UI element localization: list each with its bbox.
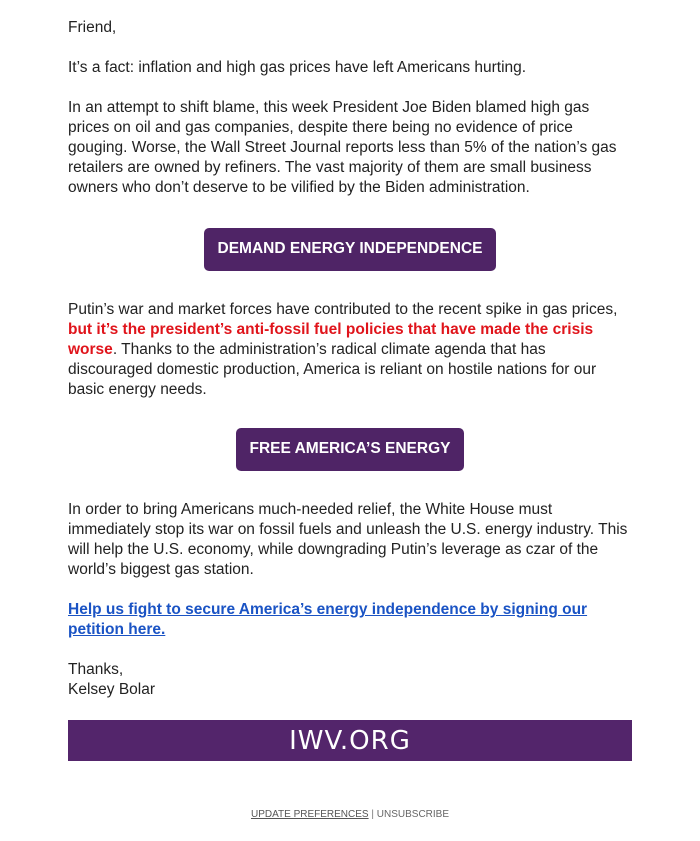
paragraph-relief: In order to bring Americans much-needed relief, the White House must immediately stop its war on fossil fuels and unleash the U.S. energy industry. This will help the U.S. economy, while downgrading Putin’s leverage as czar of the world’s biggest gas station. — [68, 501, 628, 578]
email-body — [68, 18, 632, 761]
petition-link[interactable]: Help us fight to secure America’s energy independence by signing our petition here. — [68, 601, 588, 638]
paragraph-blame: In an attempt to shift blame, this week President Joe Biden blamed high gas prices on oil and gas companies, despite there being no evidence of price gouging. Worse, the Wall Street Journal reports less than 5% of the nation’s gas retailers are owned by refiners. The vast majority of them are small business owners who don’t deserve to be vilified by the Biden administration. — [68, 99, 617, 196]
free-americas-energy-button[interactable]: FREE AMERICA’S ENERGY — [236, 428, 465, 471]
free-button-wrapper — [68, 428, 632, 500]
demand-button-wrapper — [68, 228, 632, 300]
paragraph-putin — [68, 300, 632, 400]
putin-text-before: Putin’s war and market forces have contributed to the recent spike in gas prices, — [68, 301, 618, 318]
greeting: Friend, — [68, 19, 117, 36]
paragraph-petition — [68, 600, 632, 640]
paragraph-fact: It’s a fact: inflation and high gas prices have left Americans hurting. — [68, 59, 527, 76]
iwv-banner[interactable] — [68, 720, 632, 761]
footer — [0, 809, 700, 821]
update-preferences-link[interactable]: UPDATE PREFERENCES — [250, 809, 369, 820]
closing-thanks: Thanks, — [68, 661, 124, 678]
putin-highlight-text: but it’s the president’s anti-fossil fuel policies that have made the crisis worse — [68, 321, 594, 358]
footer-separator-glyph: | — [371, 809, 374, 820]
signature-name: Kelsey Bolar — [68, 681, 156, 698]
putin-text-after: . Thanks to the administration’s radical climate agenda that has discouraged domestic production, America is reliant on hostile nations for our basic energy needs. — [68, 341, 597, 398]
unsubscribe-link[interactable]: UNSUBSCRIBE — [376, 809, 450, 820]
demand-energy-independence-button[interactable]: DEMAND ENERGY INDEPENDENCE — [204, 228, 497, 271]
banner-logo-text: IWV.ORG — [289, 725, 411, 756]
